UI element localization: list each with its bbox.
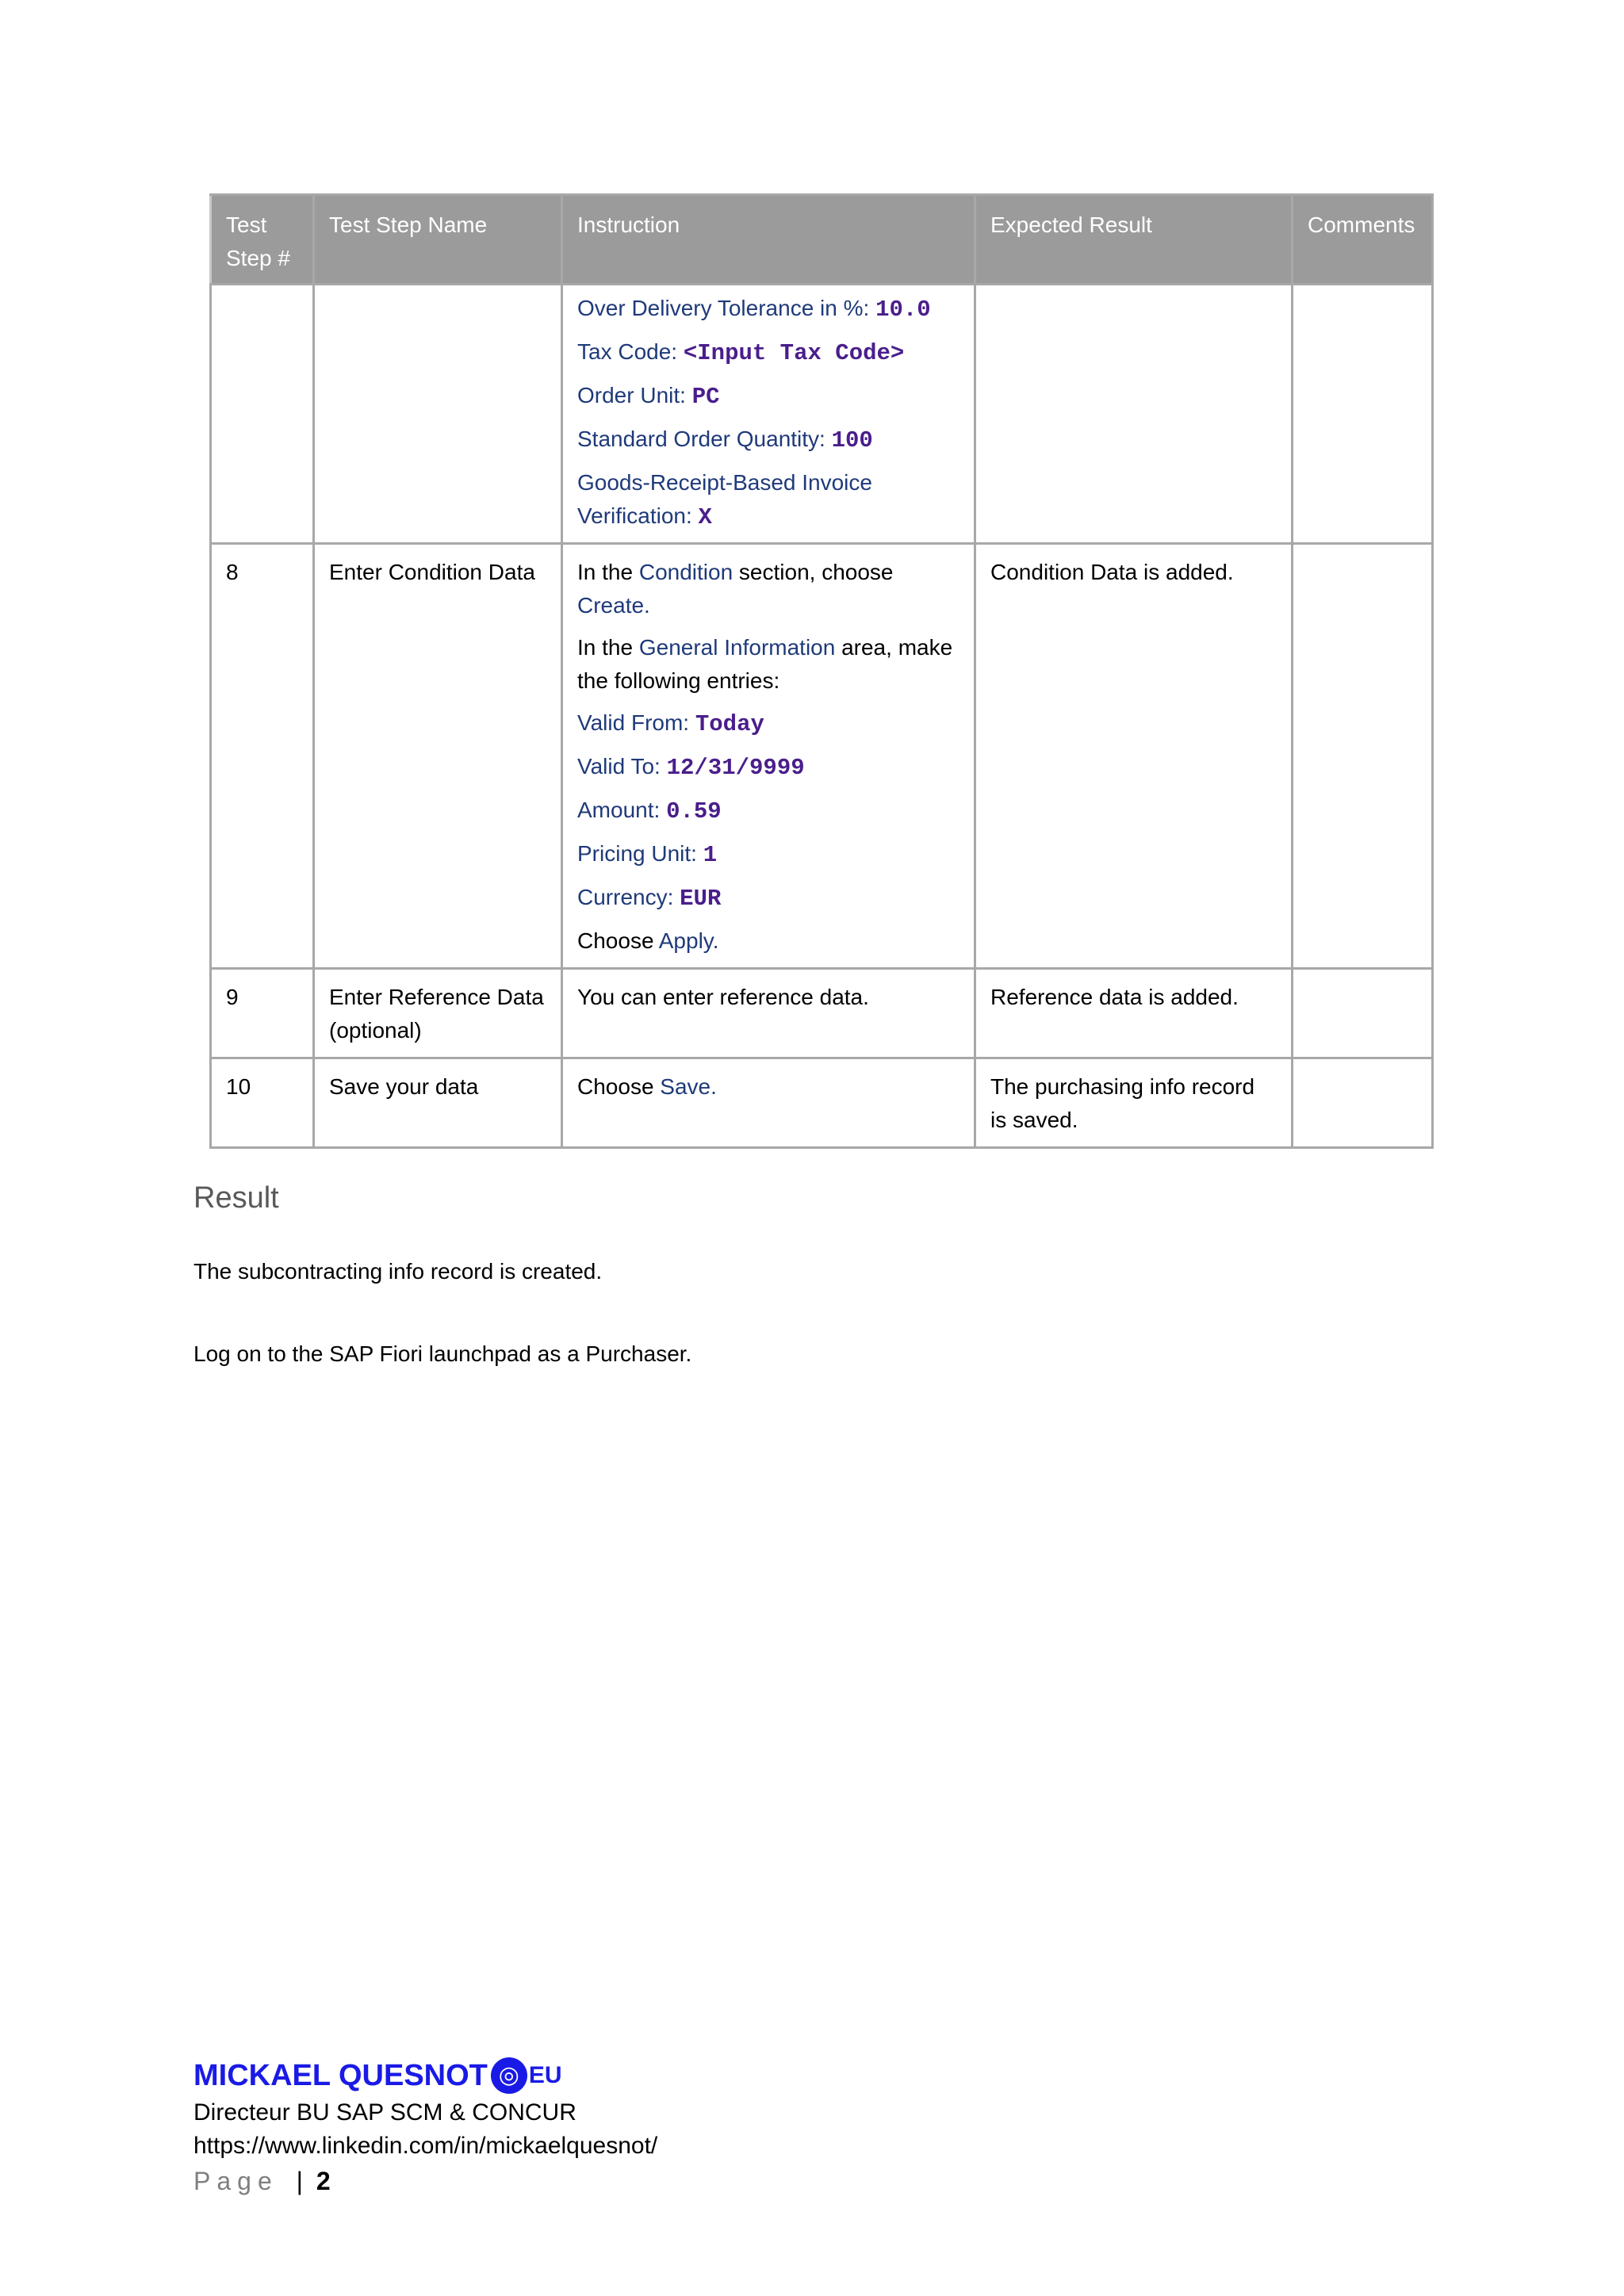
page-number: Page | 2 <box>193 2167 331 2195</box>
header-test-step-num: Test Step # <box>211 195 314 285</box>
field-line: Over Delivery Tolerance in %: 10.0 <box>577 296 931 323</box>
field-line: Currency: EUR <box>577 885 722 912</box>
field-line: Standard Order Quantity: 100 <box>577 427 873 453</box>
table-header-row <box>211 195 1433 285</box>
logon-text: Log on to the SAP Fiori launchpad as a Purchaser. <box>193 1341 692 1366</box>
header-instruction: Instruction <box>562 195 975 285</box>
table-row <box>211 969 1433 1058</box>
instruction-cell: Choose Save. <box>562 1058 975 1148</box>
step-name: Enter Reference Data (optional) <box>314 969 562 1058</box>
field-line: Tax Code: <Input Tax Code> <box>577 339 905 366</box>
test-steps-table <box>209 193 1434 1149</box>
field-line: Goods-Receipt-Based Invoice Verification: X <box>577 470 872 530</box>
header-comments: Comments <box>1293 195 1433 285</box>
brand-name: MICKAEL QUESNOT <box>193 2058 488 2092</box>
expected-result: The purchasing info record is saved. <box>975 1058 1293 1148</box>
field-line: Order Unit: PC <box>577 383 720 410</box>
brand-suffix: EU <box>528 2062 562 2088</box>
instruction-cell: In the Condition section, choose Create. In the General Information area, make the following entries: Valid From: Today Valid To: 12/31/9999 Amount: 0.59 Pricing Unit: 1 Currency: EUR Choose Apply. <box>562 544 975 969</box>
save-link: Save <box>660 1074 711 1099</box>
step-number: 8 <box>211 544 314 969</box>
target-icon: ◎ <box>491 2057 527 2094</box>
brand-logo <box>193 2055 657 2096</box>
step-number: 10 <box>211 1058 314 1148</box>
footer <box>193 2055 657 2199</box>
header-test-step-name: Test Step Name <box>314 195 562 285</box>
table-row <box>211 544 1433 969</box>
instruction-cell <box>562 285 975 544</box>
step-name: Save your data <box>314 1058 562 1148</box>
general-information-link: General Information <box>638 635 836 660</box>
field-line: Valid From: Today <box>577 710 764 737</box>
table-row <box>211 285 1433 544</box>
header-expected-result: Expected Result <box>975 195 1293 285</box>
expected-result: Reference data is added. <box>975 969 1293 1058</box>
step-name: Enter Condition Data <box>314 544 562 969</box>
field-line: Amount: 0.59 <box>577 798 722 825</box>
result-heading: Result <box>193 1181 279 1215</box>
condition-link: Condition <box>638 560 733 584</box>
table-row <box>211 1058 1433 1148</box>
expected-result: Condition Data is added. <box>975 544 1293 969</box>
result-text: The subcontracting info record is created. <box>193 1259 603 1284</box>
field-line: Valid To: 12/31/9999 <box>577 754 805 781</box>
author-url[interactable]: https://www.linkedin.com/in/mickaelquesnot/ <box>193 2133 658 2159</box>
author-role: Directeur BU SAP SCM & CONCUR <box>193 2099 576 2126</box>
field-line: Pricing Unit: 1 <box>577 841 718 868</box>
instruction-cell: You can enter reference data. <box>562 969 975 1058</box>
apply-link: Apply <box>658 928 713 953</box>
step-number: 9 <box>211 969 314 1058</box>
create-link: Create <box>577 593 645 618</box>
